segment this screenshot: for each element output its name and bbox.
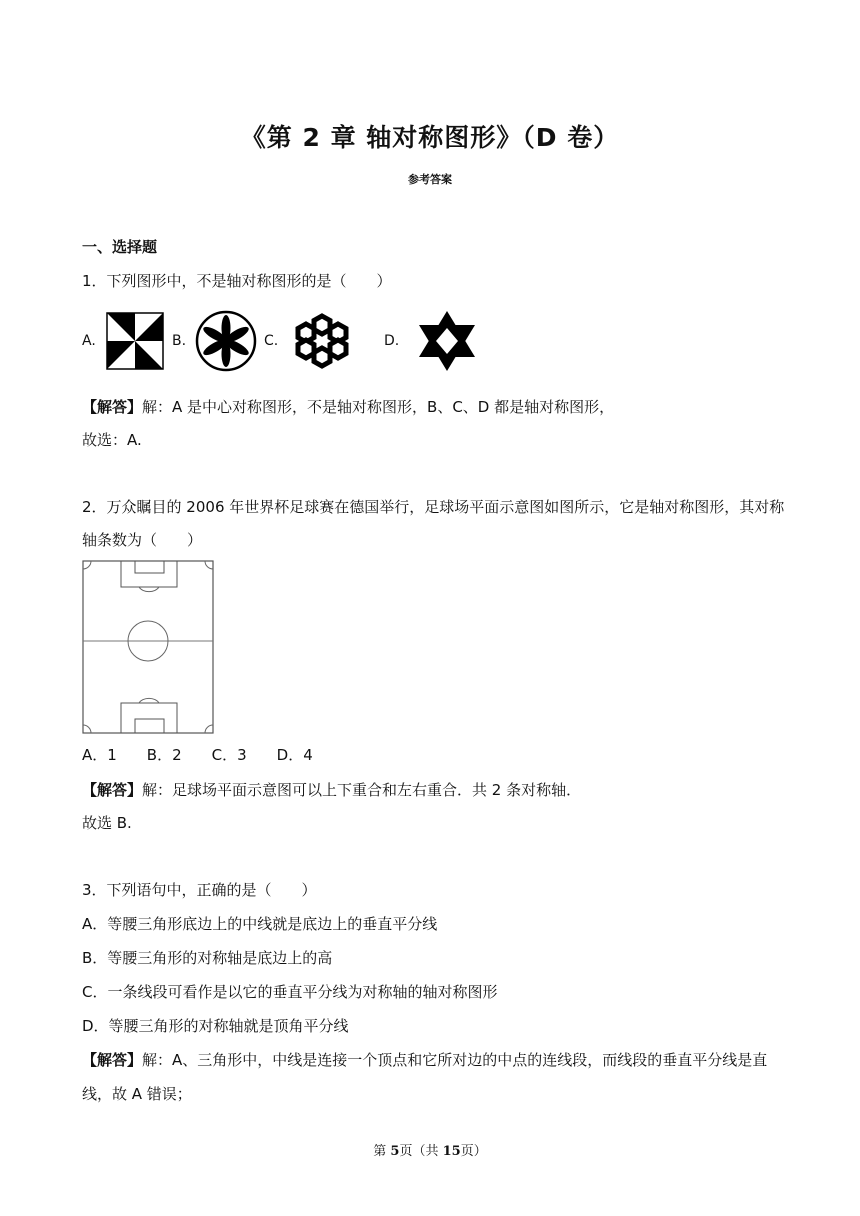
q1-answer-text: 解：A 是中心对称图形，不是轴对称图形，B、C、D 都是轴对称图形， <box>142 398 615 416</box>
answer-tag: 【解答】 <box>82 398 143 416</box>
footer-prefix: 第 <box>373 1144 391 1159</box>
section-heading: 一、选择题 <box>82 238 158 256</box>
q3-stem: 3．下列语句中，正确的是（ ） <box>82 881 317 899</box>
q2-stem-line2: 轴条数为（ ） <box>82 531 203 549</box>
flower-circle-figure <box>195 310 257 372</box>
q3-answer-text-line1: 解：A、三角形中，中线是连接一个顶点和它所对边的中点的连线段，而线段的垂直平分线是直 <box>142 1051 768 1069</box>
page-subtitle: 参考答案 <box>408 173 452 186</box>
answer-tag: 【解答】 <box>82 1051 143 1069</box>
q2-stem-line1: 2．万众瞩目的 2006 年世界杯足球赛在德国举行，足球场平面示意图如图所示，它是轴对称图形，其对称 <box>82 498 785 516</box>
q1-answer <box>82 396 614 417</box>
q3-option-a: A．等腰三角形底边上的中线就是底边上的垂直平分线 <box>82 915 438 933</box>
hexagon-ring-figure <box>286 312 358 370</box>
q1-option-a-label: A. <box>82 333 96 349</box>
footer-middle: 页（共 <box>399 1144 443 1159</box>
q2-answer-text: 解：足球场平面示意图可以上下重合和左右重合．共 2 条对称轴． <box>142 781 582 799</box>
footer-suffix: 页） <box>460 1144 487 1159</box>
q1-stem: 1．下列图形中，不是轴对称图形的是（ ） <box>82 272 392 290</box>
q3-answer-line2: 线，故 A 错误； <box>82 1085 192 1103</box>
q1-option-b-label: B. <box>172 333 187 349</box>
answer-tag: 【解答】 <box>82 781 143 799</box>
q2-options: A．1 B．2 C．3 D．4 <box>82 746 313 764</box>
hexagram-figure <box>414 308 480 374</box>
q3-answer-line1 <box>82 1049 767 1070</box>
page-footer <box>0 1140 860 1159</box>
q3-option-c: C．一条线段可看作是以它的垂直平分线为对称轴的轴对称图形 <box>82 983 498 1001</box>
q1-conclusion: 故选：A. <box>82 431 142 449</box>
q1-option-c-label: C. <box>264 333 279 349</box>
q3-option-b: B．等腰三角形的对称轴是底边上的高 <box>82 949 333 967</box>
q2-conclusion: 故选 B. <box>82 814 132 832</box>
football-field-figure <box>82 560 214 734</box>
q1-option-d-label: D. <box>384 333 400 349</box>
footer-page-number: 5 <box>390 1144 400 1159</box>
q2-answer <box>82 779 581 800</box>
q3-option-d: D．等腰三角形的对称轴就是顶角平分线 <box>82 1017 349 1035</box>
pinwheel-figure <box>106 312 164 370</box>
footer-total-pages: 15 <box>442 1144 461 1159</box>
page-title: 《第 2 章 轴对称图形》（D 卷） <box>240 123 620 152</box>
